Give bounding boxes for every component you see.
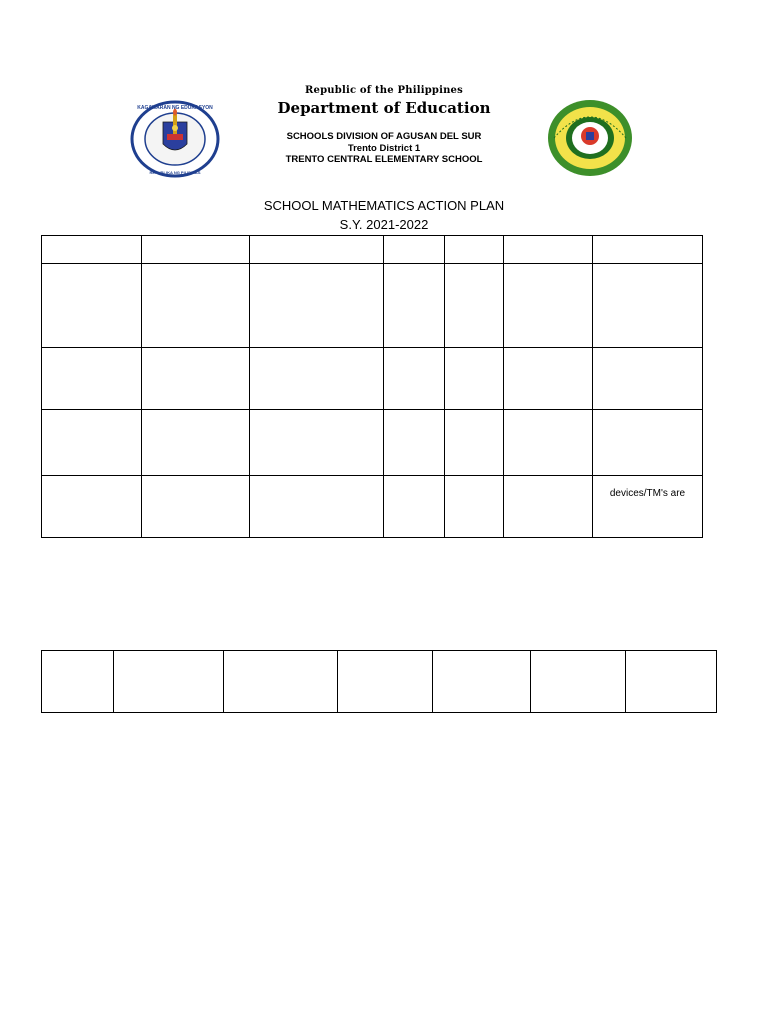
table-cell xyxy=(445,348,504,410)
table-cell xyxy=(42,476,142,538)
table-cell xyxy=(593,264,703,348)
table-cell xyxy=(445,236,504,264)
table-cell xyxy=(445,410,504,476)
table-cell xyxy=(504,410,593,476)
table-cell xyxy=(445,476,504,538)
table-cell xyxy=(42,410,142,476)
division-heading: SCHOOLS DIVISION OF AGUSAN DEL SUR xyxy=(286,131,482,142)
document-title: SCHOOL MATHEMATICS ACTION PLAN xyxy=(263,198,505,213)
table-header-row xyxy=(42,236,703,264)
table-row xyxy=(42,264,703,348)
deped-seal-icon xyxy=(130,100,220,178)
seal-bottom-text: REPUBLIKA NG PILIPINAS xyxy=(149,170,201,175)
table-cell-note: devices/TM's are xyxy=(593,476,703,538)
republic-heading: Republic of the Philippines xyxy=(305,85,463,96)
table-cell xyxy=(384,236,445,264)
table-cell xyxy=(384,476,445,538)
table-cell xyxy=(626,651,717,713)
table-cell xyxy=(384,264,445,348)
secondary-table xyxy=(41,650,717,713)
table-cell xyxy=(142,476,250,538)
school-heading: TRENTO CENTRAL ELEMENTARY SCHOOL xyxy=(285,154,483,165)
table-cell xyxy=(250,264,384,348)
table-cell xyxy=(250,236,384,264)
table-cell xyxy=(250,348,384,410)
table-cell xyxy=(224,651,338,713)
school-seal-icon xyxy=(546,98,634,178)
table-row xyxy=(42,410,703,476)
table-cell xyxy=(384,348,445,410)
table-cell xyxy=(42,651,114,713)
table-row xyxy=(42,476,703,538)
table-cell xyxy=(531,651,626,713)
table-cell xyxy=(142,410,250,476)
table-cell xyxy=(250,410,384,476)
table-cell xyxy=(504,236,593,264)
table-cell xyxy=(593,348,703,410)
table-cell xyxy=(42,264,142,348)
table-cell xyxy=(114,651,224,713)
action-plan-table xyxy=(41,235,703,538)
table-row xyxy=(42,348,703,410)
department-heading: Department of Education xyxy=(277,99,491,117)
seal-top-text: KAGAWARAN NG EDUKASYON xyxy=(137,105,213,111)
table-cell xyxy=(504,264,593,348)
table-cell xyxy=(593,410,703,476)
table-cell xyxy=(445,264,504,348)
table-row xyxy=(42,651,717,713)
table-cell xyxy=(433,651,531,713)
table-cell xyxy=(593,236,703,264)
table-cell xyxy=(42,236,142,264)
table-cell xyxy=(42,348,142,410)
table-cell xyxy=(338,651,433,713)
table-cell xyxy=(250,476,384,538)
table-cell xyxy=(504,348,593,410)
table-cell xyxy=(504,476,593,538)
table-cell xyxy=(384,410,445,476)
table-cell xyxy=(142,348,250,410)
school-year: S.Y. 2021-2022 xyxy=(339,217,429,232)
district-heading: Trento District 1 xyxy=(347,143,421,154)
table-cell xyxy=(142,264,250,348)
table-cell xyxy=(142,236,250,264)
